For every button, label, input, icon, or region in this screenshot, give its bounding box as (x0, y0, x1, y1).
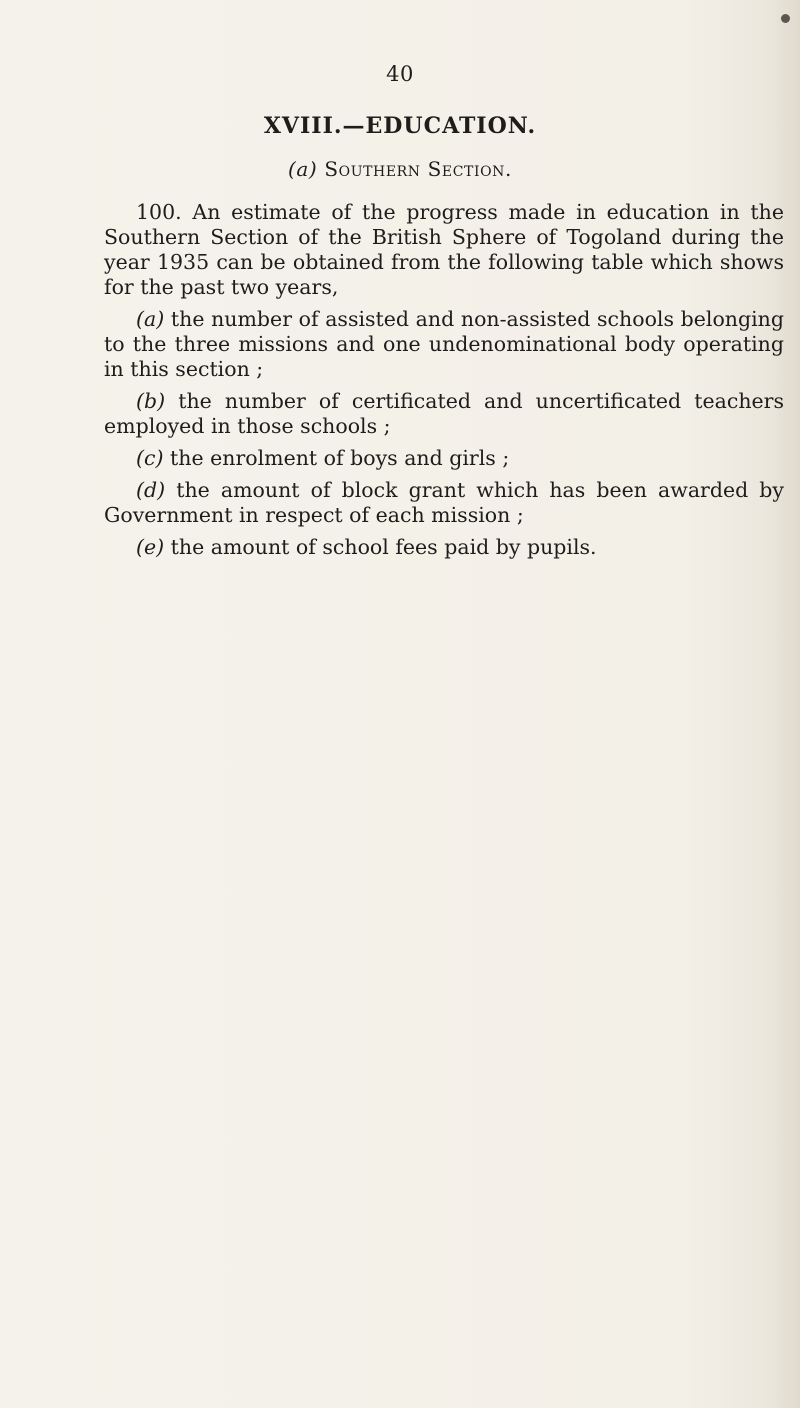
body-text (104, 200, 784, 567)
ink-spot (781, 14, 790, 23)
item-text: the enrolment of boys and girls ; (170, 446, 510, 470)
item-text: the amount of block grant which has been awarded by Government in respect of each mission ; (104, 478, 784, 527)
item-text: the number of certificated and uncertificated teachers employed in those schools ; (104, 389, 784, 438)
sub-heading-label: (a) (288, 157, 318, 181)
item-label: (c) (136, 446, 164, 470)
sub-heading (0, 157, 800, 181)
page-number: 40 (386, 62, 414, 86)
item-label: (b) (136, 389, 166, 413)
list-item-a (104, 307, 784, 382)
list-item-b (104, 389, 784, 439)
list-item-e (104, 535, 784, 560)
list-item-d (104, 478, 784, 528)
sub-heading-title: Southern Section. (324, 157, 512, 181)
item-label: (e) (136, 535, 165, 559)
paragraph-100: 100. An estimate of the progress made in education in the Southern Section of the British Sphere of Togoland during the year 1935 can be obtained from the following table which shows for the past two years, (104, 200, 784, 299)
item-text: the amount of school fees paid by pupils. (170, 535, 597, 559)
list-item-c (104, 446, 784, 471)
item-label: (a) (136, 307, 165, 331)
item-label: (d) (136, 478, 166, 502)
item-text: the number of assisted and non-assisted schools belonging to the three missions and one undenominational body operating in this section ; (104, 307, 784, 381)
section-heading: XVIII.—EDUCATION. (263, 113, 537, 139)
